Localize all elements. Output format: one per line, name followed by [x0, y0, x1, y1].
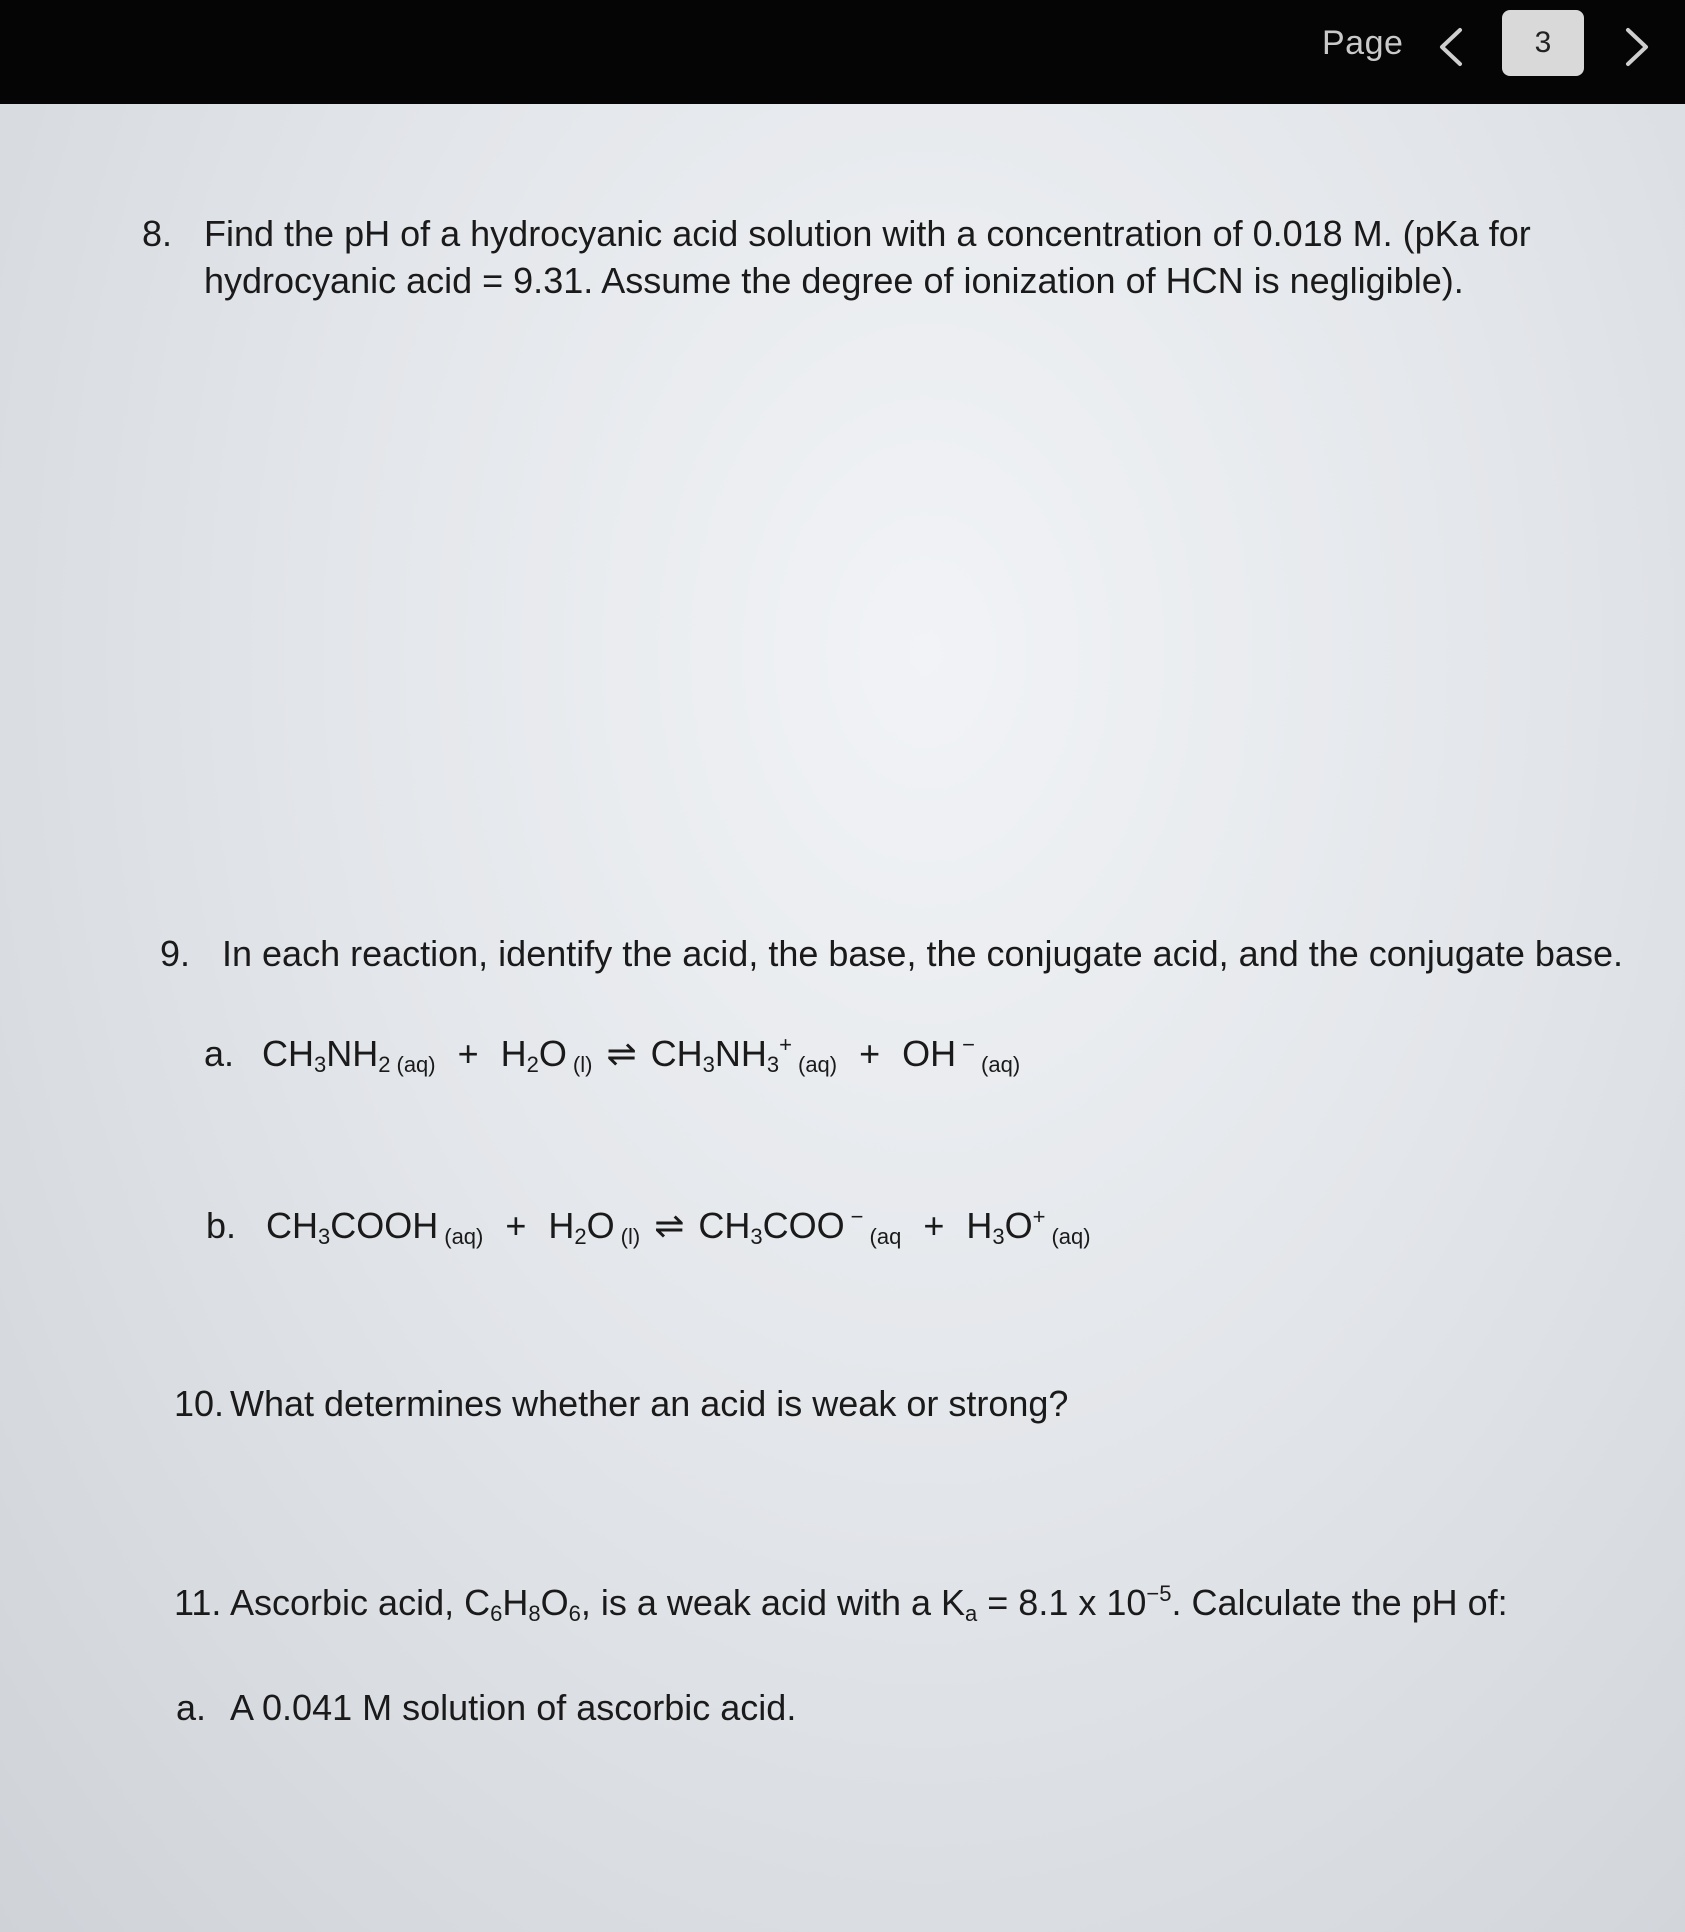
- question-number: 8.: [142, 213, 173, 254]
- question-11: [174, 1570, 1508, 1637]
- question-9: [160, 930, 1623, 977]
- question-text: What determines whether an acid is weak or strong?: [230, 1383, 1069, 1424]
- item-label: b.: [206, 1205, 237, 1246]
- reaction-b: [206, 1204, 1091, 1250]
- formula-part: O: [586, 1205, 615, 1246]
- question-text-part: . Calculate the pH of:: [1171, 1582, 1508, 1623]
- question-number: 11.: [174, 1582, 222, 1623]
- superscript: +: [1032, 1204, 1046, 1229]
- question-text-line: Find the pH of a hydrocyanic acid solution with a concentration of 0.018 M. (pKa for: [204, 213, 1531, 254]
- formula-part: CH: [262, 1033, 314, 1074]
- subscript: 6: [490, 1601, 503, 1626]
- state-label: (l): [572, 1052, 593, 1077]
- question-text-part: H: [502, 1582, 529, 1623]
- reaction-a: [204, 1032, 1020, 1078]
- superscript: −: [850, 1204, 864, 1229]
- formula-part: O: [538, 1033, 567, 1074]
- formula-part: COOH: [330, 1205, 439, 1246]
- equilibrium-arrow: ⇌: [606, 1033, 637, 1074]
- plus-sign: +: [859, 1033, 881, 1074]
- equilibrium-arrow: ⇌: [654, 1205, 685, 1246]
- subscript: 2: [526, 1052, 539, 1077]
- state-label: (aq): [981, 1052, 1021, 1077]
- formula-part: H: [966, 1205, 993, 1246]
- superscript: +: [779, 1032, 792, 1057]
- subscript: 3: [766, 1052, 780, 1077]
- top-toolbar: [0, 0, 1685, 104]
- superscript: −5: [1146, 1581, 1172, 1606]
- question-text-part: O: [540, 1582, 569, 1623]
- formula-part: CH: [698, 1205, 751, 1246]
- superscript: −: [962, 1032, 976, 1057]
- question-text-part: = 8.1 x 10: [977, 1582, 1147, 1623]
- formula-part: O: [1004, 1205, 1033, 1246]
- question-11a: [176, 1684, 796, 1731]
- question-number: 10.: [174, 1383, 225, 1424]
- item-label: a.: [204, 1033, 235, 1074]
- state-label: (aq): [1051, 1224, 1091, 1249]
- question-number: 9.: [160, 933, 191, 974]
- subscript: 3: [702, 1052, 715, 1077]
- question-text: A 0.041 M solution of ascorbic acid.: [230, 1687, 797, 1728]
- plus-sign: +: [505, 1205, 527, 1246]
- subscript: 3: [314, 1052, 327, 1077]
- subscript: 6: [568, 1601, 581, 1626]
- question-text-line: hydrocyanic acid = 9.31. Assume the degree of ionization of HCN is negligible).: [204, 260, 1464, 301]
- subscript: 8: [528, 1601, 541, 1626]
- current-page-number[interactable]: 3: [1502, 10, 1584, 76]
- chevron-right-icon[interactable]: [1618, 22, 1658, 72]
- question-text-part: , is a weak acid with a K: [580, 1582, 966, 1623]
- plus-sign: +: [457, 1033, 479, 1074]
- question-8: [142, 210, 1531, 304]
- question-text-part: Ascorbic acid, C: [230, 1582, 491, 1623]
- subscript: 2: [574, 1224, 587, 1249]
- formula-part: COO: [762, 1205, 845, 1246]
- state-label: (aq): [444, 1224, 484, 1249]
- formula-part: H: [500, 1033, 527, 1074]
- subscript: 3: [318, 1224, 331, 1249]
- subscript: 2: [378, 1052, 391, 1077]
- worksheet-page: [0, 104, 1685, 1932]
- formula-part: NH: [714, 1033, 767, 1074]
- formula-part: CH: [650, 1033, 703, 1074]
- question-text: In each reaction, identify the acid, the base, the conjugate acid, and the conjugate base.: [222, 933, 1623, 974]
- page-label: Page: [1322, 24, 1404, 62]
- state-label: (aq: [869, 1224, 902, 1249]
- question-10: [174, 1380, 1068, 1427]
- subscript: 3: [750, 1224, 763, 1249]
- formula-part: OH: [902, 1033, 957, 1074]
- subscript: 3: [992, 1224, 1005, 1249]
- formula-part: NH: [326, 1033, 379, 1074]
- state-label: (aq): [798, 1052, 838, 1077]
- chevron-left-icon[interactable]: [1430, 22, 1470, 72]
- state-label: (l): [620, 1224, 641, 1249]
- state-label: (aq): [396, 1052, 436, 1077]
- subscript: a: [965, 1601, 978, 1626]
- item-label: a.: [176, 1687, 207, 1728]
- formula-part: H: [548, 1205, 575, 1246]
- formula-part: CH: [266, 1205, 318, 1246]
- plus-sign: +: [923, 1205, 945, 1246]
